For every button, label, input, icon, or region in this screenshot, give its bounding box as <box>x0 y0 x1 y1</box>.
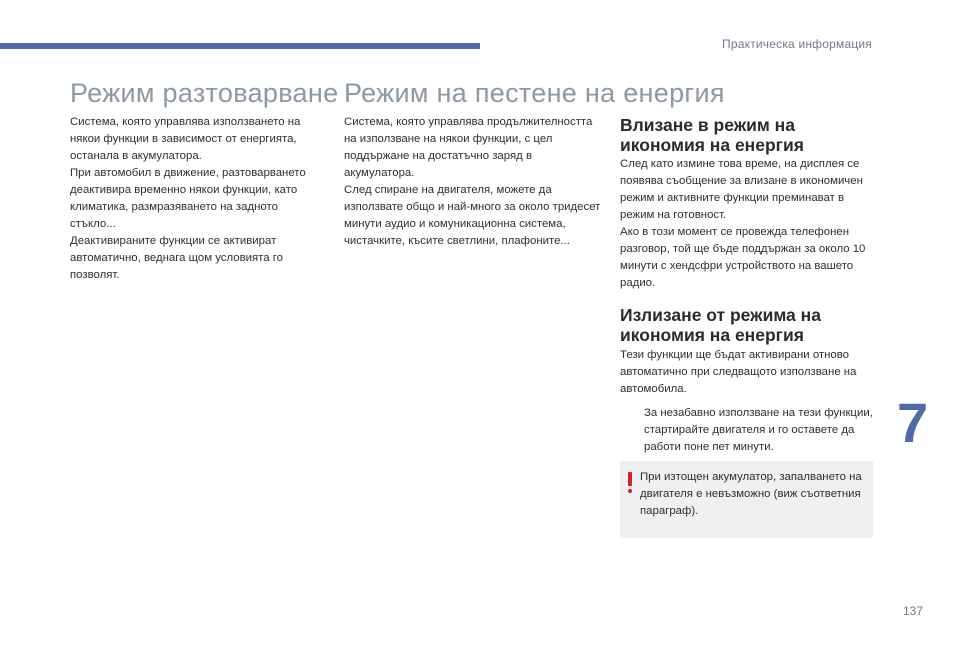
energy-economy-title: Режим на пестене на енергия <box>344 78 725 108</box>
paragraph: Система, която управлява използването на някои функции в зависимост от енергията, останала в акумулатора. <box>70 116 301 162</box>
paragraph: Тези функции ще бъдат активирани отново автоматично при следващото използване на автомобила. <box>620 349 857 395</box>
paragraph: Система, която управлява продължителността на използване на някои функции, с цел поддържане на достатъчно заряд в акумулатора. <box>344 116 593 179</box>
exclamation-icon <box>628 472 632 494</box>
load-reduction-body <box>70 114 322 284</box>
entering-economy-body <box>620 156 875 292</box>
paragraph: При автомобил в движение, разтоварването деактивира временно някои функции, като климатика, размразяването на задното стъкло... <box>70 167 306 230</box>
energy-economy-body <box>344 114 602 250</box>
paragraph: Деактивираните функции се активират автоматично, веднага щом условията го позволят. <box>70 235 283 281</box>
entering-economy-heading: Влизане в режим на икономия на енергия <box>620 115 804 155</box>
paragraph: Ако в този момент се провежда телефонен разговор, той ще бъде поддържан за около 10 минути с хендсфри устройството на вашето радио. <box>620 226 866 289</box>
paragraph: След спиране на двигателя, можете да използвате общо и най-много за около тридесет минути аудио и комуникационна система, чистачките, късите светлини, плафоните... <box>344 184 601 247</box>
paragraph: След като измине това време, на дисплея се появява съобщение за влизане в икономичен режим и активните функции преминават в режим на готовност. <box>620 158 863 221</box>
warning-text: При изтощен акумулатор, запалването на двигателя е невъзможно (виж съответния параграф). <box>640 471 862 517</box>
header-title: Практическа информация <box>722 37 872 51</box>
list-item <box>620 405 878 456</box>
header-accent-bar <box>0 43 480 49</box>
bullet-text: За незабавно използване на тези функции, стартирайте двигателя и го оставете да работи поне пет минути. <box>644 407 873 453</box>
chapter-number: 7 <box>897 391 929 454</box>
exiting-economy-body <box>620 347 878 456</box>
page-number: 137 <box>902 604 923 618</box>
load-reduction-title: Режим разтоварване <box>70 78 339 108</box>
warning-box <box>620 461 873 538</box>
exiting-economy-heading: Излизане от режима на икономия на енергия <box>620 305 821 345</box>
arrow-bullet-icon <box>620 405 644 456</box>
